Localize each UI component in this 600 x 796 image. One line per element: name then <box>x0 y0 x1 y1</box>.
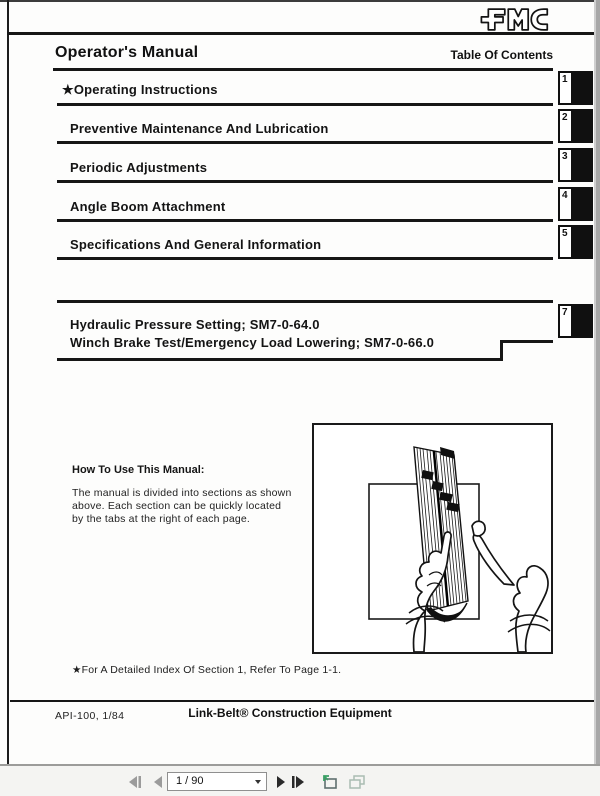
footer-rule <box>10 700 594 702</box>
section7-bottom-rule <box>57 358 503 361</box>
section7-rule-riser <box>500 340 503 361</box>
tab-black-block <box>571 227 591 257</box>
page-subtitle: Table Of Contents <box>450 48 553 62</box>
section7-rule-upper <box>500 340 553 343</box>
toc-entry-winch-brake: Winch Brake Test/Emergency Load Lowering; SM7-0-66.0 <box>70 335 435 350</box>
toc-entry-angle-boom: Angle Boom Attachment <box>70 199 226 214</box>
new-window-icon <box>320 774 338 790</box>
section-rule-1 <box>57 103 553 106</box>
fmc-logo <box>471 6 549 33</box>
title-underline <box>53 68 553 71</box>
page-indicator: 1 / 90 <box>176 775 204 787</box>
tab-black-block <box>571 150 591 180</box>
last-page-button[interactable] <box>289 774 307 790</box>
toc-entry-hydraulic-pressure: Hydraulic Pressure Setting; SM7-0-64.0 <box>70 317 320 332</box>
tab-number: 3 <box>562 151 568 162</box>
tab-black-block <box>571 306 591 336</box>
toc-entry-periodic-adjustments: Periodic Adjustments <box>70 160 208 175</box>
first-page-button[interactable] <box>126 774 144 790</box>
document-code: API-100, 1/84 <box>55 710 125 722</box>
viewer-toolbar <box>0 764 600 796</box>
next-page-icon <box>276 776 286 788</box>
index-tab-7 <box>558 304 593 338</box>
how-to-heading: How To Use This Manual: <box>72 464 205 476</box>
tab-black-block <box>571 189 591 219</box>
page-number-dropdown[interactable] <box>167 772 267 791</box>
tab-black-block <box>571 73 591 103</box>
brand-name: Link-Belt® Construction Equipment <box>188 706 392 720</box>
duplicate-window-icon <box>348 774 366 790</box>
tab-number: 7 <box>562 307 568 318</box>
footnote: ★For A Detailed Index Of Section 1, Refer To Page 1-1. <box>72 664 342 676</box>
duplicate-window-button[interactable] <box>347 774 367 790</box>
section7-top-rule <box>57 300 553 303</box>
next-page-button[interactable] <box>272 774 290 790</box>
tab-black-block <box>571 111 591 141</box>
tab-number: 4 <box>562 190 568 201</box>
tab-number: 5 <box>562 228 568 239</box>
section-rule-2 <box>57 141 553 144</box>
how-to-line-1: The manual is divided into sections as shown <box>72 487 292 499</box>
hands-flipping-manual-illustration <box>314 425 551 652</box>
tab-number: 2 <box>562 112 568 123</box>
previous-page-icon <box>153 776 163 788</box>
manual-illustration-frame <box>312 423 553 654</box>
how-to-line-3: by the tabs at the right of each page. <box>72 513 251 525</box>
dropdown-caret-icon <box>255 780 261 784</box>
section-rule-4 <box>57 219 553 222</box>
index-tab-4 <box>558 187 593 221</box>
index-tab-1 <box>558 71 593 105</box>
index-tab-5 <box>558 225 593 259</box>
tab-number: 1 <box>562 74 568 85</box>
index-tab-2 <box>558 109 593 143</box>
page-top-edge <box>0 0 600 2</box>
toc-entry-operating-instructions: ★Operating Instructions <box>62 82 218 97</box>
first-page-icon <box>128 776 142 788</box>
toc-entry-preventive-maintenance: Preventive Maintenance And Lubrication <box>70 121 329 136</box>
toc-entry-specifications: Specifications And General Information <box>70 237 322 252</box>
page-right-edge-highlight <box>594 0 596 764</box>
index-tab-3 <box>558 148 593 182</box>
section-rule-3 <box>57 180 553 183</box>
document-title: Operator's Manual <box>55 44 199 61</box>
new-window-button[interactable] <box>319 774 339 790</box>
how-to-line-2: above. Each section can be quickly located <box>72 500 282 512</box>
page-left-rule <box>7 0 9 764</box>
section-rule-5 <box>57 257 553 260</box>
previous-page-button[interactable] <box>149 774 167 790</box>
last-page-icon <box>291 776 305 788</box>
header-top-rule <box>7 32 596 35</box>
